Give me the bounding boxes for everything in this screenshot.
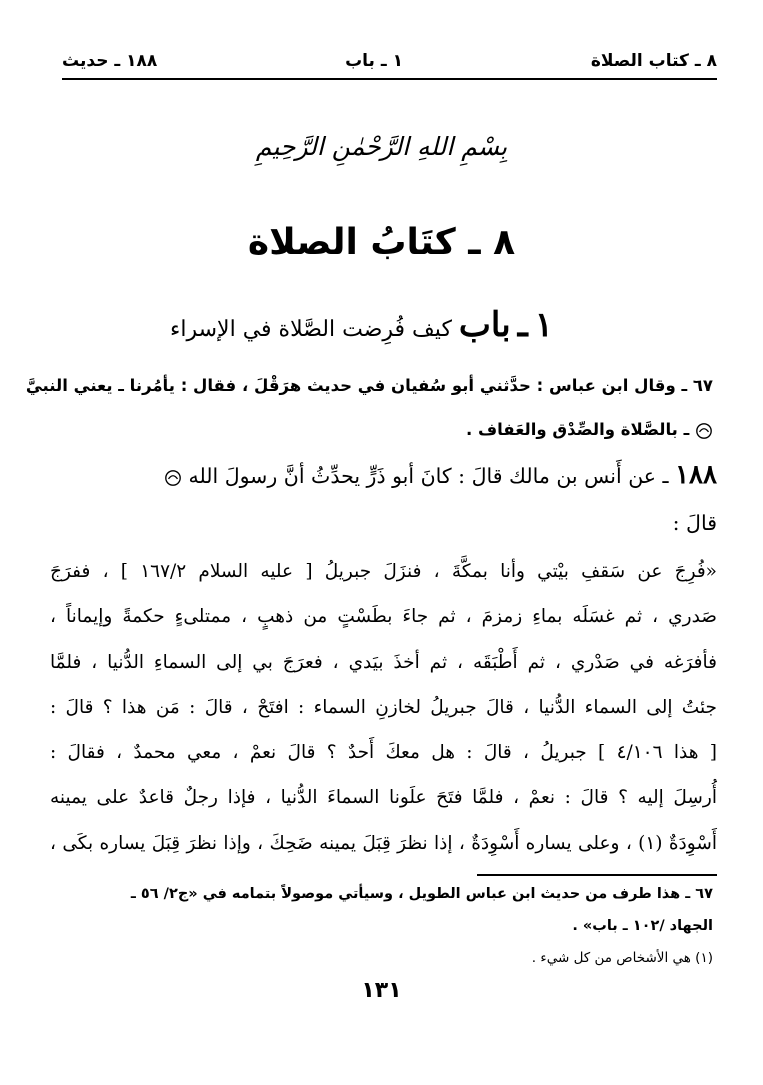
body-line: أَسْوِدَةٌ (١) ، وعلى يساره أَسْوِدَةٌ ، إذا نظرَ قِبَلَ يمينه ضَحِكَ ، وإذا نظرَ قِبَلَ يساره بكَى ، xyxy=(50,832,717,854)
book-title: ٨ ـ كتَابُ الصلاة xyxy=(247,222,516,263)
hadith-67-line-1: ٦٧ ـ وقال ابن عباس : حدَّثني أبو سُفيان في حديث هرَقْلَ ، فقال : يأمُرنا ـ يعني النبيَّ xyxy=(25,376,713,395)
chapter-heading xyxy=(170,305,553,345)
hadith-67 xyxy=(25,364,713,452)
basmala xyxy=(0,132,763,161)
body-line: جئتُ إلى السماء الدُّنيا ، قالَ جبريلُ لخازنِ السماء : افتَحْ ، قالَ : مَن هذا ؟ قالَ : xyxy=(50,696,717,718)
running-header xyxy=(62,44,717,80)
body-line: «فُرِجَ عن سَقفِ بيْتي وأنا بمكَّةَ ، فنزَلَ جبريلُ [ عليه السلام ١٦٧/٢ ] ، ففرَجَ xyxy=(50,561,717,582)
footnote-divider xyxy=(477,874,717,876)
chapter-title: كيف فُرِضت الصَّلاة في الإسراء xyxy=(170,317,452,342)
hadith-188-line-2: قالَ : xyxy=(672,511,717,535)
chapter-bab: باب xyxy=(458,305,511,345)
hadith-body xyxy=(50,549,717,866)
body-line: فأفرَغه في صَدْري ، ثم أَطْبَقَه ، ثم أخذَ بيَدي ، فعرَجَ بي إلى السماءِ الدُّنيا ، فلمَّا xyxy=(50,651,717,673)
chapter-number: ١ xyxy=(534,305,553,345)
hadith-67-line-2 xyxy=(60,408,713,452)
header-book: ٨ ـ كتاب الصلاة xyxy=(590,51,717,71)
salla-icon xyxy=(695,422,713,440)
footnote-line-1: ٦٧ ـ هذا طرف من حديث ابن عباس الطويل ، وسيأتي موصولاً بتمامه في «ج٢/ ٥٦ ـ xyxy=(130,886,713,902)
body-line: صَدري ، ثم غسَلَه بماءِ زمزمَ ، ثم جاءَ بطَسْتٍ من ذهبٍ ، ممتلىءٍ حكمةً وإيماناً ، xyxy=(50,606,717,628)
body-line: [ هذا ٤/١٠٦ ] جبريلُ ، قالَ : هل معكَ أَحدٌ ؟ قالَ نعمْ ، معي محمدٌ ، فقالَ : xyxy=(50,742,717,764)
chapter-dash: ـ xyxy=(517,305,528,345)
footnote-line-2: الجهاد /١٠٢ ـ باب» . xyxy=(572,918,713,934)
hadith-188 xyxy=(62,452,717,547)
page-number: ١٣١ xyxy=(361,978,402,1003)
salla-icon xyxy=(164,469,182,487)
footnote-line-3: (١) هي الأشخاص من كل شيء . xyxy=(531,950,713,966)
basmala-text: بِسْمِ اللهِ الرَّحْمٰنِ الرَّحِيمِ xyxy=(255,132,508,161)
footnotes xyxy=(60,878,713,974)
hadith-188-number: ١٨٨ xyxy=(675,460,717,490)
header-chapter: ١ ـ باب xyxy=(345,51,403,71)
hadith-67-line-2-text: ـ بالصَّلاة والصِّدْق والعَفاف . xyxy=(465,420,690,439)
hadith-188-line-1-text: ـ عن أَنس بن مالك قالَ : كانَ أبو ذَرٍّ يحدِّثُ أنَّ رسولَ الله xyxy=(188,464,669,488)
body-line: أُرسِلَ إليه ؟ قالَ : نعمْ ، فلمَّا فتَحَ علَونا السماءَ الدُّنيا ، فإذا رجلٌ قاعدٌ على يمينه xyxy=(50,787,717,809)
header-page-hadith: ١٨٨ ـ حديث xyxy=(62,51,158,71)
hadith-188-line-1 xyxy=(62,452,717,500)
